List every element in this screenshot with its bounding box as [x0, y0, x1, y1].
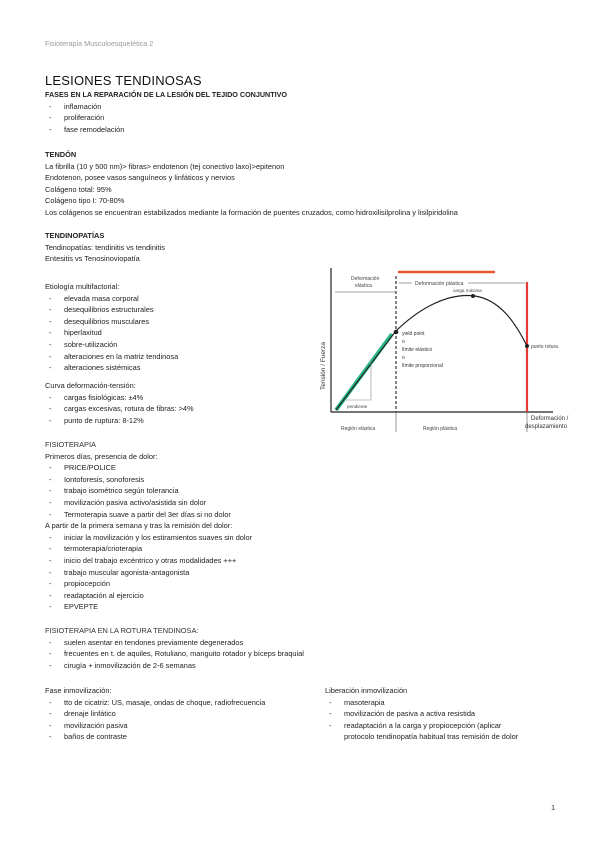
tendon-line: Los colágenos se encuentran estabilizados mediante la formación de puentes cruzados, como hidroxilisilprolina y lisilpiridolina	[45, 207, 458, 217]
inmovilizacion-list	[45, 697, 265, 743]
list-item: - readaptación a la carga y propiocepción (aplicar	[325, 720, 518, 732]
list-item: - movilización de pasiva a activa resistida	[325, 708, 518, 720]
region-plastic-label: Región plástica	[423, 426, 458, 432]
fases-heading: FASES EN LA REPARACIÓN DE LA LESIÓN DEL TEJIDO CONJUNTIVO	[45, 90, 288, 99]
tendon-heading: TENDÓN	[45, 150, 77, 159]
list-item: - fase remodelación	[45, 124, 287, 136]
x-axis-label-1: Deformación /	[531, 416, 569, 422]
list-item: - movilización pasiva	[45, 720, 265, 732]
fisioterapia-list-2	[45, 532, 252, 613]
yield-label: límite elástico	[402, 347, 433, 353]
running-header: Fisioterapia Musculoesquelética 2	[45, 39, 154, 48]
stress-strain-figure	[305, 262, 570, 440]
elastic-deformation-label-1: Deformación	[351, 276, 380, 282]
list-item: - propiocepción	[45, 578, 252, 590]
liberacion-list	[325, 697, 518, 732]
list-item: - Iontoforesis, sonoforesis	[45, 474, 252, 486]
list-item: - cirugía + inmovilización de 2-6 semanas	[45, 660, 304, 672]
fisioterapia-intro: Primeros días, presencia de dolor:	[45, 451, 158, 461]
list-item: - baños de contraste	[45, 731, 265, 743]
curva-section	[45, 380, 194, 426]
list-item: - trabajo isométrico según tolerancia	[45, 485, 252, 497]
inmovilizacion-heading: Fase inmovilización:	[45, 686, 112, 695]
plastic-deformation-label: Deformación plástica	[415, 281, 464, 287]
yield-label: yield point	[402, 331, 425, 337]
x-axis-label-2: desplazamiento	[525, 424, 568, 430]
list-item: - cargas excesivas, rotura de fibras: >4%	[45, 403, 194, 415]
liberacion-heading: Liberación inmovilización	[325, 686, 408, 695]
list-item: - punto de ruptura: 8-12%	[45, 415, 194, 427]
list-item: - suelen asentar en tendones previamente degenerados	[45, 637, 304, 649]
list-item: - movilización pasiva activo/asistida sin dolor	[45, 497, 252, 509]
list-item: - masoterapia	[325, 697, 518, 709]
yield-label: o	[402, 339, 405, 345]
slope-label: pendiente	[347, 404, 368, 409]
rotura-heading: FISIOTERAPIA EN LA ROTURA TENDINOSA:	[45, 626, 199, 635]
list-item: - alteraciones en la matriz tendinosa	[45, 351, 178, 363]
curva-heading: Curva deformación-tensión:	[45, 381, 136, 390]
list-item: - inicio del trabajo excéntrico y otras modalidades +++	[45, 555, 252, 567]
fisioterapia-intro-2: A partir de la primera semana y tras la remisión del dolor:	[45, 521, 233, 531]
list-item: - cargas fisiológicas: ±4%	[45, 392, 194, 404]
tendon-line: La fibrilla (10 y 500 nm)> fibras> endotenon (tej conectivo laxo)>epitenon	[45, 161, 285, 171]
curva-list	[45, 392, 194, 427]
liberacion-continuation: protocolo tendinopatía habitual tras remisión de dolor	[344, 732, 519, 742]
list-item: - desequilibrios estructurales	[45, 304, 178, 316]
rotura-list	[45, 637, 304, 672]
break-point-label: punto rotura	[531, 344, 558, 350]
region-elastic-label: Región elástica	[341, 426, 376, 432]
yield-point-marker	[394, 330, 399, 335]
tendon-line: Colágeno tipo I: 70-80%	[45, 196, 125, 206]
fases-list	[45, 101, 287, 136]
max-load-marker	[471, 294, 475, 298]
tendon-line: Endotenon, posee vasos sanguíneos y linfáticos y nervios	[45, 173, 235, 183]
tendon-line: Colágeno total: 95%	[45, 184, 112, 194]
list-item: - trabajo muscular agonista-antagonista	[45, 567, 252, 579]
liberacion-section	[325, 685, 518, 743]
list-item: - EPVEPTE	[45, 601, 252, 613]
fisioterapia-list	[45, 462, 252, 520]
fases-section	[45, 89, 287, 135]
etiologia-list	[45, 293, 178, 374]
list-item: - sobre-utilización	[45, 339, 178, 351]
fisioterapia-heading: FISIOTERAPIA	[45, 440, 96, 449]
elastic-deformation-label-2: elástica	[355, 283, 372, 289]
tendon-section	[45, 149, 458, 219]
rotura-section	[45, 625, 304, 671]
list-item: - desequilibrios musculares	[45, 316, 178, 328]
tendinopatias-line: Entesitis vs Tenosinoviopatía	[45, 254, 140, 264]
list-item: - alteraciones sistémicas	[45, 362, 178, 374]
list-item: - drenaje linfático	[45, 708, 265, 720]
list-item: - inflamación	[45, 101, 287, 113]
tendinopatias-section	[45, 230, 165, 265]
y-axis-label: Tensión / Fuerza	[320, 341, 327, 390]
tendinopatias-line: Tendinopatías: tendinitis vs tendinitis	[45, 242, 165, 252]
list-item: - readaptación al ejercicio	[45, 590, 252, 602]
list-item: - elevada masa corporal	[45, 293, 178, 305]
page-number: 1	[551, 803, 556, 812]
break-point-marker	[525, 344, 529, 348]
page-title: LESIONES TENDINOSAS	[45, 73, 202, 88]
etiologia-section	[45, 281, 178, 374]
list-item: - frecuentes en t. de aquiles, Rotuliano, manguito rotador y bíceps braquial	[45, 648, 304, 660]
tendinopatias-heading: TENDINOPATÍAS	[45, 231, 105, 240]
list-item: - Termoterapia suave a partir del 3er días si no dolor	[45, 509, 252, 521]
list-item: - hiperlaxitud	[45, 327, 178, 339]
list-item: - proliferación	[45, 112, 287, 124]
etiologia-heading: Etiología multifactorial:	[45, 282, 120, 291]
list-item: - PRICE/POLICE	[45, 462, 252, 474]
max-load-label: carga máxima	[453, 288, 482, 293]
list-item: - termoterapia/crioterapia	[45, 543, 252, 555]
yield-label: límite proporcional	[402, 363, 443, 369]
list-item: - tto de cicatriz: US, masaje, ondas de choque, radiofrecuencia	[45, 697, 265, 709]
fisioterapia-section	[45, 439, 252, 613]
list-item: - iniciar la movilización y los estiramientos suaves sin dolor	[45, 532, 252, 544]
inmovilizacion-section	[45, 685, 265, 743]
yield-label: o	[402, 355, 405, 361]
